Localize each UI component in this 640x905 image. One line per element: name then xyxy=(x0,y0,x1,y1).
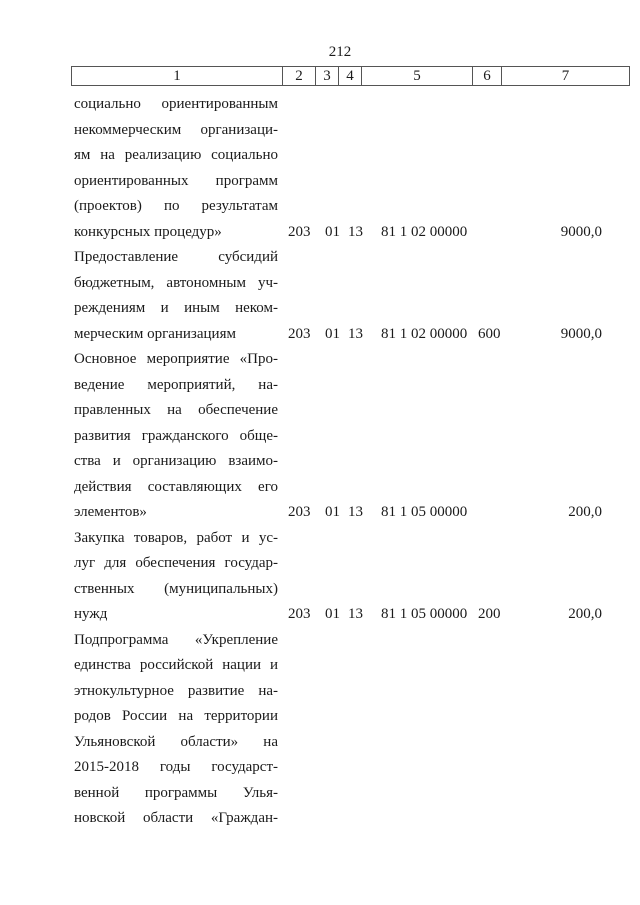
row-text-line: этнокультурное развитие на- xyxy=(74,682,278,699)
header-col-4: 4 xyxy=(339,67,362,85)
cell-c3: 01 xyxy=(325,223,340,240)
row-text-line: социально ориентированным xyxy=(74,96,278,112)
row-text-line: (проектов) по результатам xyxy=(74,198,278,214)
row-text-line: бюджетным, автономным уч- xyxy=(74,274,278,291)
cell-c5: 81 1 05 00000 xyxy=(381,606,468,622)
cell-c4: 13 xyxy=(348,606,363,622)
cell-c2: 203 xyxy=(288,606,311,622)
row-text-line: венной программы Улья- xyxy=(74,784,278,801)
table-header xyxy=(71,66,630,86)
row-values xyxy=(74,602,630,628)
row-text-line: ориентированных программ xyxy=(74,172,278,189)
table-row xyxy=(74,347,634,526)
row-text-line: развития гражданского обще- xyxy=(74,427,278,444)
cell-c2: 203 xyxy=(288,504,311,520)
row-values xyxy=(74,500,630,526)
row-text-line: ственных (муниципальных) xyxy=(74,580,278,597)
header-col-5: 5 xyxy=(362,67,473,85)
header-col-7: 7 xyxy=(561,68,570,84)
row-text-line: 2015-2018 годы государст- xyxy=(74,759,278,775)
row-text-line: правленных на обеспечение xyxy=(74,402,278,418)
cell-c5: 81 1 02 00000 xyxy=(381,223,468,240)
cell-c4: 13 xyxy=(348,325,363,342)
table-row xyxy=(74,628,634,832)
cell-c2: 203 xyxy=(288,223,311,240)
cell-c5: 81 1 05 00000 xyxy=(381,504,468,520)
row-text-line: некоммерческим организаци- xyxy=(74,121,278,138)
row-text-line: Закупка товаров, работ и ус- xyxy=(74,529,278,546)
header-col-3: 3 xyxy=(316,67,339,85)
row-text-line: Основное мероприятие «Про- xyxy=(74,351,278,367)
cell-c7: 200,0 xyxy=(568,504,602,520)
row-text-line: нужд xyxy=(74,606,108,622)
cell-c2: 203 xyxy=(288,325,311,342)
table-row xyxy=(74,245,634,347)
cell-c3: 01 xyxy=(325,325,340,342)
header-col-1: 1 xyxy=(72,67,283,85)
row-text-line: единства российской нации и xyxy=(74,657,278,673)
row-values xyxy=(74,220,630,246)
page-number: 212 xyxy=(328,44,352,60)
cell-c7: 200,0 xyxy=(568,606,602,622)
table-row xyxy=(74,526,634,628)
header-col-2: 2 xyxy=(283,67,316,85)
row-text-line: конкурсных процедур» xyxy=(74,223,222,240)
row-text-line: ям на реализацию социально xyxy=(74,147,278,163)
row-text-line: мерческим организациям xyxy=(74,325,236,342)
row-values xyxy=(74,322,630,348)
cell-c4: 13 xyxy=(348,504,363,520)
cell-c3: 01 xyxy=(325,606,340,622)
row-text-line: реждениям и иным неком- xyxy=(74,300,278,316)
row-text-line: Подпрограмма «Укрепление xyxy=(74,631,278,648)
cell-c6: 200 xyxy=(478,606,501,622)
row-values xyxy=(74,806,630,832)
header-col-6: 6 xyxy=(473,67,502,85)
cell-c7: 9000,0 xyxy=(560,325,602,342)
row-text-line: луг для обеспечения государ- xyxy=(74,555,278,571)
row-text-line: элементов» xyxy=(74,504,147,520)
row-text-line: новской области «Граждан- xyxy=(74,810,278,826)
cell-c4: 13 xyxy=(348,223,363,240)
row-text-line: действия составляющих его xyxy=(74,478,278,495)
cell-c5: 81 1 02 00000 xyxy=(381,325,468,342)
cell-c7: 9000,0 xyxy=(560,223,602,240)
table-body xyxy=(74,92,634,832)
row-text-line: родов России на территории xyxy=(74,708,278,724)
cell-c6: 600 xyxy=(478,325,501,342)
table-row xyxy=(74,92,634,245)
row-text-line: Ульяновской области» на xyxy=(74,733,278,750)
cell-c3: 01 xyxy=(325,504,340,520)
row-text-line: Предоставление субсидий xyxy=(74,249,278,265)
row-text-line: ства и организацию взаимо- xyxy=(74,453,278,469)
row-text-line: ведение мероприятий, на- xyxy=(74,376,278,393)
